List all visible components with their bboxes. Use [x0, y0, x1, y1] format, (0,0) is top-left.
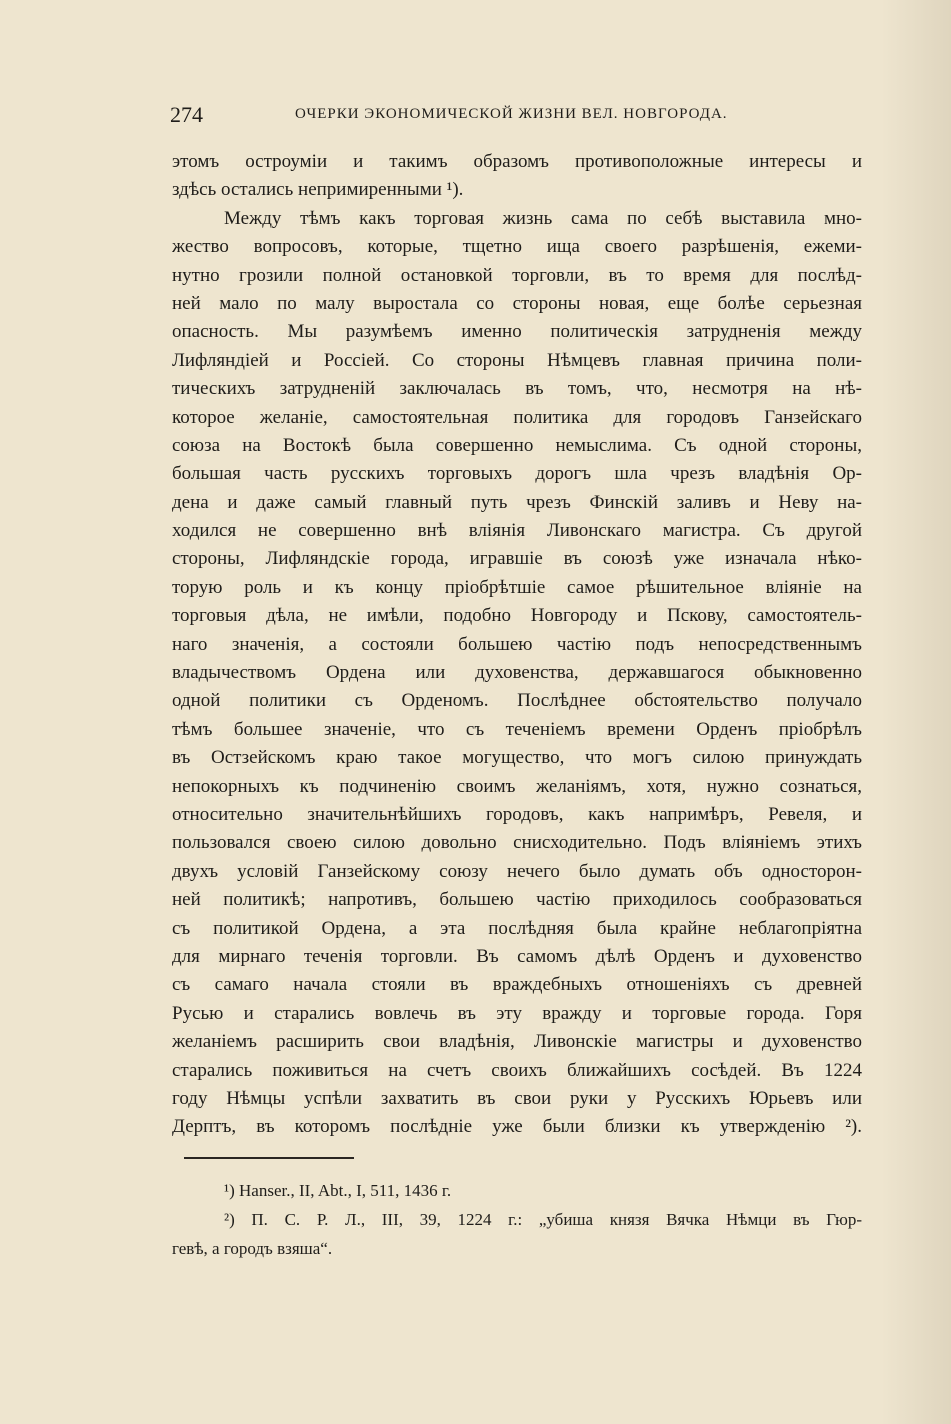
running-title: ОЧЕРКИ ЭКОНОМИЧЕСКОЙ ЖИЗНИ ВЕЛ. НОВГОРОДА.	[295, 106, 728, 122]
body-text	[172, 148, 862, 1142]
body-line: ходился не совершенно внѣ влiянiя Ливонскаго магистра. Съ другой	[172, 520, 862, 542]
body-line: году Нѣмцы успѣли захватить въ свои руки у Русскихъ Юрьевъ или	[172, 1087, 862, 1109]
body-line: торую роль и къ концу прiобрѣтшiе самое рѣшительное влiянiе на	[172, 576, 862, 598]
body-line: ней политикѣ; напротивъ, большею частiю приходилось сообразоваться	[172, 889, 862, 911]
body-line: союза на Востокѣ была совершенно немыслима. Съ одной стороны,	[172, 434, 862, 456]
body-line: здѣсь остались непримиренными ¹).	[172, 179, 464, 201]
body-line: стороны, Лифляндскiе города, игравшiе въ союзѣ уже изначала нѣко-	[172, 548, 862, 570]
body-line: ней мало по малу выростала со стороны новая, еще болѣе серьезная	[172, 292, 862, 314]
body-line: съ самаго начала стояли въ враждебныхъ отношенiяхъ съ древней	[172, 974, 862, 996]
body-line: жество вопросовъ, которые, тщетно ища своего разрѣшенiя, ежеми-	[172, 236, 862, 258]
body-line: этомъ остроумiи и такимъ образомъ противоположные интересы и	[172, 151, 862, 172]
body-line: Между тѣмъ какъ торговая жизнь сама по себѣ выставила мно-	[224, 207, 862, 229]
body-line: непокорныхъ къ подчиненiю своимъ желанiямъ, хотя, нужно сознаться,	[172, 775, 862, 797]
body-line: старались поживиться на счетъ своихъ ближайшихъ сосѣдей. Въ 1224	[172, 1059, 862, 1081]
body-line: Лифляндiей и Россiей. Со стороны Нѣмцевъ главная причина поли-	[172, 349, 862, 371]
body-line: для мирнаго теченiя торговли. Въ самомъ дѣлѣ Орденъ и духовенство	[172, 945, 862, 967]
body-line: въ Остзейскомъ краю такое могущество, что могъ силою принуждать	[172, 747, 862, 769]
body-line: наго значенiя, а состояли большею частiю подъ непосредственнымъ	[172, 633, 862, 655]
page-edge-shadow	[881, 0, 951, 1424]
body-line: одной политики съ Орденомъ. Послѣднее обстоятельство получало	[172, 690, 862, 712]
body-line: двухъ условiй Ганзейскому союзу нечего было думать объ односторон-	[172, 860, 862, 882]
body-line: Дерптъ, въ которомъ послѣднiе уже были близки къ утвержденiю ²).	[172, 1116, 862, 1138]
running-head	[170, 102, 870, 134]
footnote-1: ¹) Hanser., II, Abt., I, 511, 1436 г.	[224, 1181, 452, 1200]
body-line: Русью и старались вовлечь въ эту вражду и торговые города. Горя	[172, 1002, 862, 1024]
body-line: тическихъ затрудненiй заключалась въ томъ, что, несмотря на нѣ-	[172, 378, 862, 400]
footnote-2-continuation: гевѣ, а городъ взяша“.	[172, 1239, 333, 1258]
body-line: относительно значительнѣйшихъ городовъ, какъ напримѣръ, Ревеля, и	[172, 803, 862, 825]
body-line: большая часть русскихъ торговыхъ дорогъ шла чрезъ владѣнiя Ор-	[172, 463, 862, 485]
body-line: тѣмъ большее значенiе, что съ теченiемъ времени Орденъ прiобрѣлъ	[172, 718, 862, 740]
page-number: 274	[170, 102, 203, 127]
body-line: которое желанiе, самостоятельная политика для городовъ Ганзейскаго	[172, 406, 862, 428]
body-line: торговыя дѣла, не имѣли, подобно Новгороду и Пскову, самостоятель-	[172, 605, 862, 627]
body-line: пользовался своею силою довольно снисходительно. Подъ влiянiемъ этихъ	[172, 832, 862, 854]
body-line: нутно грозили полной остановкой торговли, въ то время для послѣд-	[172, 264, 862, 286]
body-line: опасность. Мы разумѣемъ именно политическiя затрудненiя между	[172, 321, 862, 343]
footnote-divider	[184, 1157, 354, 1159]
footnotes	[172, 1176, 862, 1263]
footnote-2: ²) П. С. Р. Л., III, 39, 1224 г.: „убиша князя Вячка Нѣмци въ Гюр-	[224, 1210, 862, 1229]
body-line: желанiемъ расширить свои владѣнiя, Ливонскiе магистры и духовенство	[172, 1031, 862, 1053]
body-line: съ политикой Ордена, а эта послѣдняя была крайне неблагопрiятна	[172, 917, 862, 939]
body-line: дена и даже самый главный путь чрезъ Финскiй заливъ и Неву на-	[172, 491, 862, 513]
body-line: владычествомъ Ордена или духовенства, державшагося обыкновенно	[172, 662, 862, 684]
